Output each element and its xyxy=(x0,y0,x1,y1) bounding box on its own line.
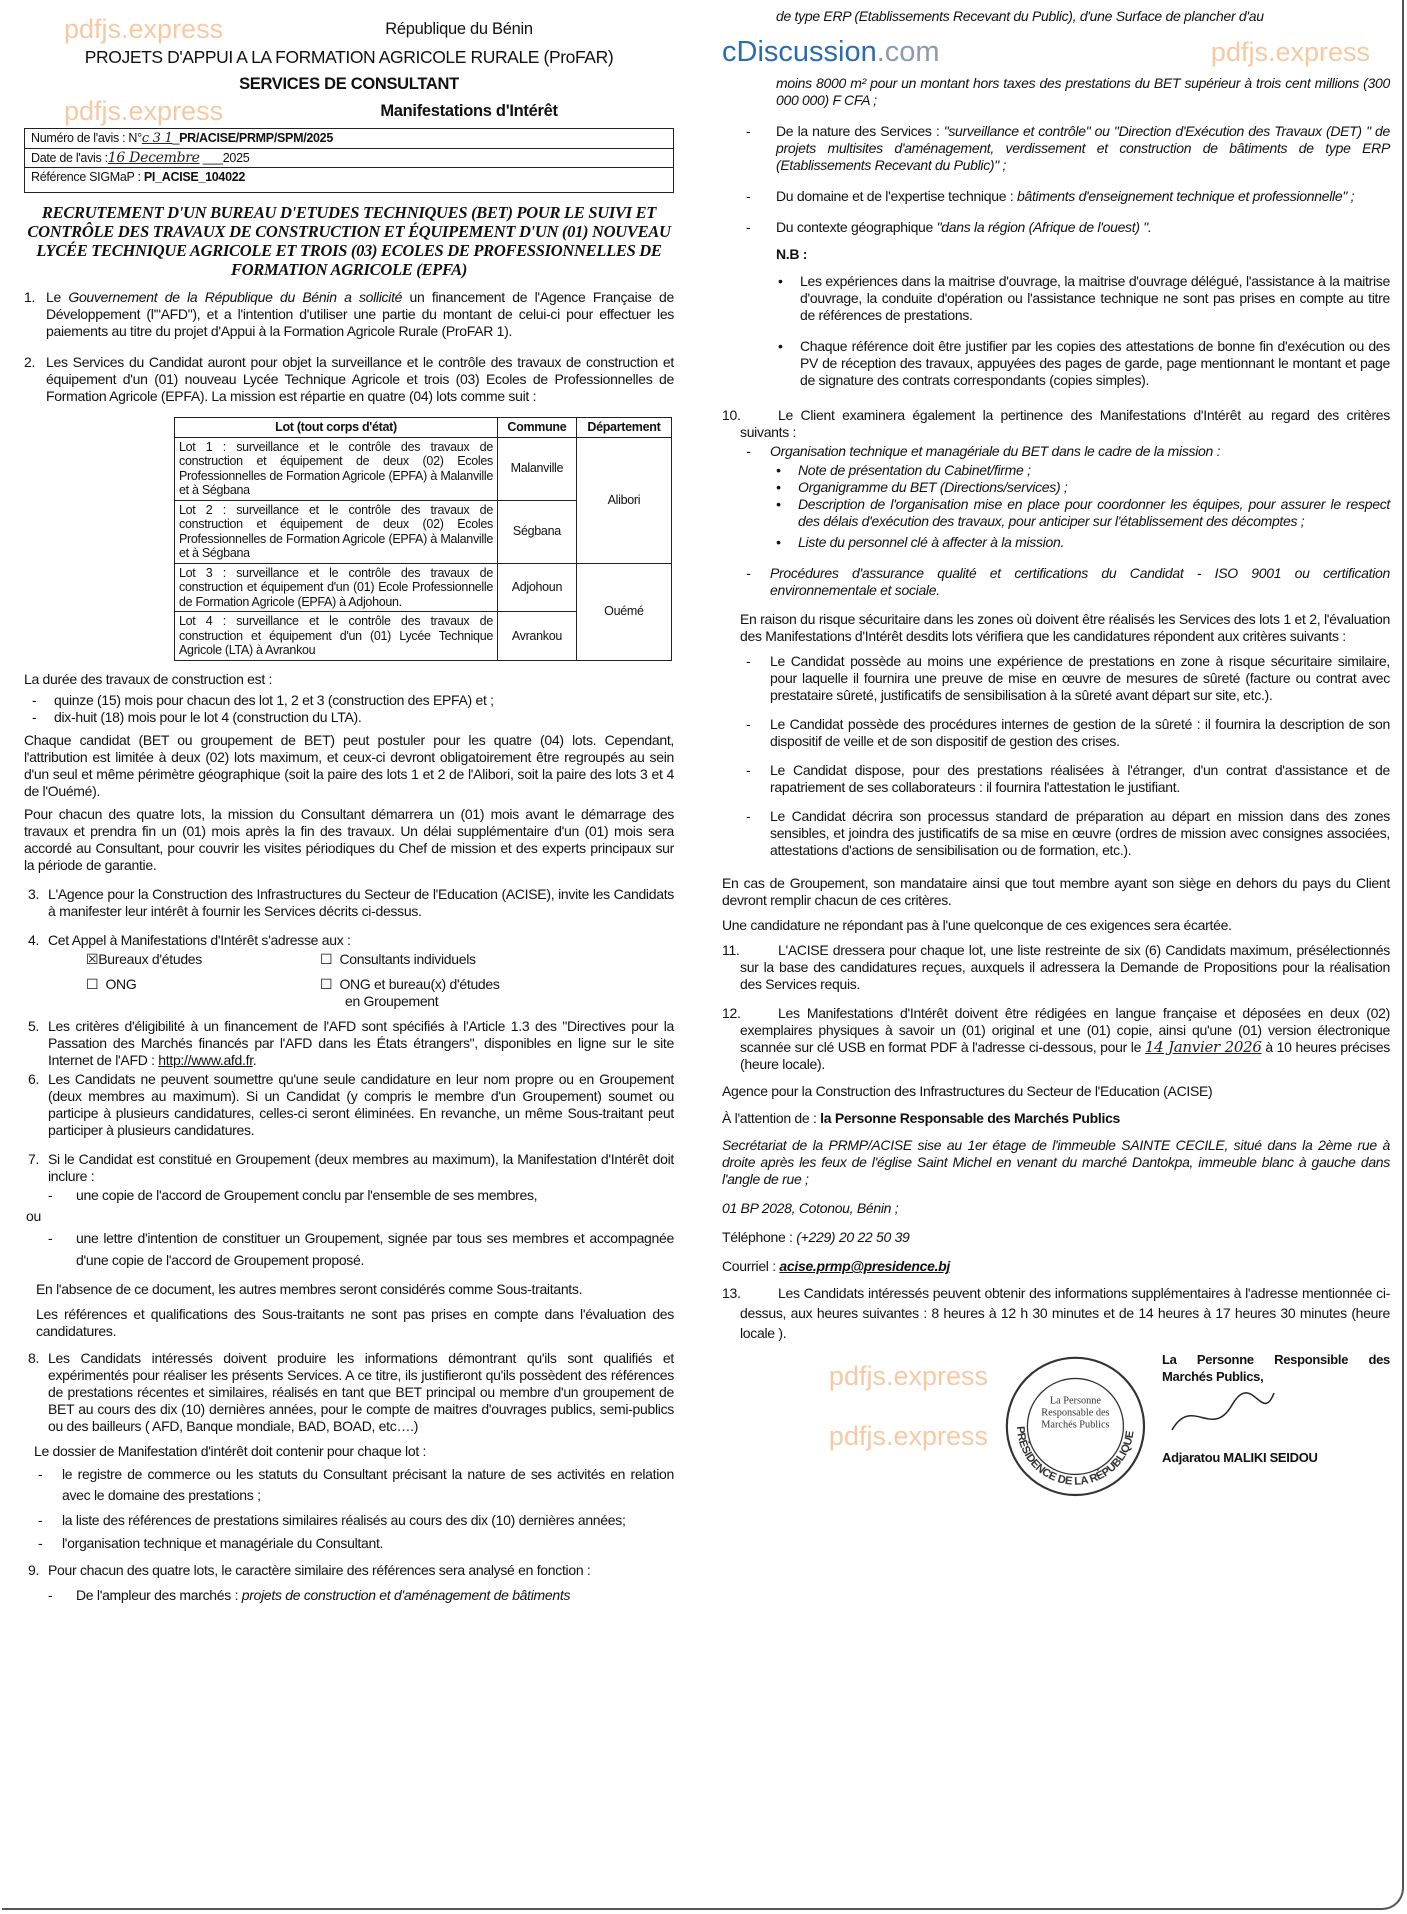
logo-tld: .com xyxy=(876,36,940,68)
paragraph-12: 12. Les Manifestations d'Intérêt doivent être rédigées en langue française et déposées en deux (02) exemplaires physiques à savoir un (01) original et une (01) copie, ainsi qu'une (01) version électronique scannée sur clé USB en format PDF à l'adresse ci-dessous, pour le 14 Janvier 2026 à 10 heures précises (heure locale). xyxy=(722,1005,1391,1072)
pdfjs-watermark: pdfjs.express xyxy=(1210,37,1370,67)
notice-sigmap-ref: Référence SIGMaP : PI_ACISE_104022 xyxy=(25,168,674,193)
checkbox-icon: ☐ xyxy=(320,950,333,967)
dossier-intro: Le dossier de Manifestation d'intérêt doit contenir pour chaque lot : xyxy=(34,1442,427,1459)
nature-services-item: - De la nature des Services : "surveillance et contrôle" ou "Direction d'Exécution des Travaux (DET) " de projets multisites d'aménagement, verdissement et construction de bâtiments de type ERP (Etablissements Recevant du Public)" ; xyxy=(746,123,1390,173)
pdfjs-watermark: pdfjs.express xyxy=(64,14,224,44)
notice-date: Date de l'avis :16 Decembre ___2025 xyxy=(25,149,674,168)
checkbox-icon: ☐ xyxy=(86,975,99,992)
checkbox-ong-bureaux-groupement[interactable]: ☐ ONG et bureau(x) d'études en Groupement xyxy=(320,975,500,1009)
groupement-item-2: - une lettre d'intention de constituer un Groupement, signée par tous ses membres et accompagnée d'une copie de l'accord de Groupement proposé. xyxy=(48,1229,674,1268)
document-title: RECRUTEMENT D'UN BUREAU D'ETUDES TECHNIQUES (BET) POUR LE SUIVI ET CONTRÔLE DES TRAVAUX DE CONSTRUCTION ET ÉQUIPEMENT D'UN (01) NOUVEAU LYCÉE TECHNIQUE AGRICOLE ET TROIS (03) ECOLES DE PROFESSIONNELLES DE FORMATION AGRICOLE (EPFA) xyxy=(27,203,671,279)
official-stamp: PRÉSIDENCE DE LA RÉPUBLIQUE La Personne Responsable des Marchés Publics xyxy=(1000,1351,1150,1501)
subcontractors-paragraph: Les références et qualifications des Sous-traitants ne sont pas prises en compte dans l'évaluation des candidatures. xyxy=(36,1305,674,1339)
paragraph-9: 9. Pour chacun des quatre lots, le caractère similaire des références sera analysé en fonction : xyxy=(28,1561,591,1578)
checkbox-bureaux-etudes[interactable]: ☒Bureaux d'études xyxy=(86,950,202,967)
doc-type-row xyxy=(24,96,674,126)
notice-number: Numéro de l'avis : N°c 3 1_PR/ACISE/PRMP/SPM/2025 xyxy=(25,129,674,149)
security-item: - Le Candidat possède au moins une expérience de prestations en zone à risque sécuritaire similaire, pour laquelle il fournira une preuve de mise en œuvre de mesures de sûreté (facture ou contrat avec prestataire sûreté, justificatifs de sensibilisation à la sûreté avant départ sur site, etc.). xyxy=(746,653,1390,703)
table-row: Lot 4 : surveillance et le contrôle des travaux de construction et équipement d'un (01) Lycée Technique Agricole (LTA) à Avrankou Avrankou xyxy=(175,612,672,661)
signatory-name: Adjaratou MALIKI SEIDOU xyxy=(1162,1450,1318,1465)
groupement-item-1: - une copie de l'accord de Groupement conclu par l'ensemble de ses membres, xyxy=(48,1186,538,1203)
security-item: - Le Candidat possède des procédures internes de gestion de la sûreté : il fournira la description de son dispositif de veille et de son dispositif de gestion des crises. xyxy=(746,716,1390,749)
paragraph-11: 11. L'ACISE dressera pour chaque lot, une liste restreinte de six (6) Candidats maximum, présélectionnés sur la base des candidatures reçues, auxquels il adressera la Demande de Propositions pour la réalisation des Services requis. xyxy=(722,942,1390,992)
or-text: ou xyxy=(26,1207,41,1224)
signature-text xyxy=(1162,1351,1390,1466)
services-heading: SERVICES DE CONSULTANT xyxy=(239,75,459,93)
header-department: Département xyxy=(576,418,671,438)
attention-line: À l'attention de : la Personne Responsable des Marchés Publics xyxy=(722,1110,1121,1126)
surface-amount-line: moins 8000 m² pour un montant hors taxes des prestations du BET supérieur à trois cent millions (300 000 000) F CFA ; xyxy=(776,75,1390,108)
pdfjs-watermark: pdfjs.express xyxy=(64,96,224,126)
context-item: - Du contexte géographique "dans la région (Afrique de l'ouest) ". xyxy=(746,219,1152,235)
country-heading: République du Bénin xyxy=(385,20,533,38)
nb-item: • Les expériences dans la maitrise d'ouvrage, la maitrise d'ouvrage délégué, l'assistance à la maitrise d'ouvrage, la conduite d'opération ou l'assistance technique ne sont pas prises en compte au titre de références de prestations. xyxy=(778,273,1390,323)
signature-block xyxy=(722,1351,1390,1501)
doc-type-heading: Manifestations d'Intérêt xyxy=(380,102,558,120)
signature-title: La Personne Responsible des Marchés Publics, xyxy=(1162,1352,1390,1384)
checkbox-checked-icon: ☒ xyxy=(86,950,99,967)
paragraph-2: 2. Les Services du Candidat auront pour objet la surveillance et le contrôle des travaux de construction et équipement d'un (01) nouveau Lycée Technique Agricole et trois (03) Ecoles de Professionnelles de Formation Agricole (EPFA). La mission est répartie en quatre (04) lots comme suit : xyxy=(24,354,674,404)
lots-table xyxy=(24,417,674,661)
paragraph-8: 8. Les Candidats intéressés doivent produire les informations démontrant qu'ils sont qualifiés et expérimentés pour réaliser les présents Services. A ce titre, ils justifieront qu'ils possèdent des références de prestations récentes et similaires, réalisés en tant que BET principal ou membre d'un groupement de BET au cours des dix (10) dernières années, pour le compte de maitres d'ouvrages publics, semi-publics ou des bailleurs ( AFD, Banque mondiale, BAD, BOAD, etc….) xyxy=(28,1349,674,1434)
quality-criteria: - Procédures d'assurance qualité et certifications du Candidat - ISO 9001 ou certification environnementale et sociale. xyxy=(746,565,1390,598)
continued-line: de type ERP (Etablissements Recevant du Public), d'une Surface de plancher d'au xyxy=(776,8,1264,24)
checkbox-consultants-individuels[interactable]: ☐ Consultants individuels xyxy=(320,950,476,967)
right-column xyxy=(722,8,1390,1501)
group-note: En cas de Groupement, son mandataire ainsi que tout membre ayant son siège en dehors du pays du Client devront remplir chacun de ces critères. xyxy=(722,875,1390,908)
signature-watermarks xyxy=(829,1351,988,1451)
phone-line: Téléphone : (+229) 20 22 50 39 xyxy=(722,1229,910,1245)
paragraph-3: 3. L'Agence pour la Construction des Infrastructures du Secteur de l'Education (ACISE), invite les Candidats à manifester leur intérêt à fournir les Services décrits ci-dessus. xyxy=(28,885,674,919)
project-heading: PROJETS D'APPUI A LA FORMATION AGRICOLE RURALE (ProFAR) xyxy=(84,47,614,67)
agency-name: Agence pour la Construction des Infrastructures du Secteur de l'Education (ACISE) xyxy=(722,1083,1213,1099)
email-line: Courriel : acise.prmp@presidence.bj xyxy=(722,1258,951,1274)
duration-intro: La durée des travaux de construction est : xyxy=(24,670,273,687)
absence-paragraph: En l'absence de ce document, les autres membres seront considérés comme Sous-traitants. xyxy=(36,1280,583,1297)
checkbox-icon: ☐ xyxy=(320,975,333,992)
nb-label: N.B : xyxy=(776,246,808,262)
security-item: - Le Candidat dispose, pour des prestations réalisées à l'étranger, d'un contrat d'assistance et de rapatriement de ses collaborateurs : il fournira l'attestation le justifiant. xyxy=(746,762,1390,795)
notice-info-table xyxy=(24,128,674,193)
afd-link[interactable]: http://www.afd.fr xyxy=(158,1051,253,1068)
paragraph-10: 10. Le Client examinera également la pertinence des Manifestations d'Intérêt au regard des critères suivants : xyxy=(722,407,1390,440)
pdfjs-watermark: pdfjs.express xyxy=(828,1421,988,1451)
domain-item: - Du domaine et de l'expertise technique : bâtiments d'enseignement technique et professionnelle" ; xyxy=(746,188,1355,204)
dossier-item: - l'organisation technique et managériale du Consultant. xyxy=(38,1534,384,1551)
org-criteria: - Organisation technique et managériale du BET dans le cadre de la mission : xyxy=(746,443,1221,459)
cdiscussion-logo xyxy=(722,35,940,69)
header-lot: Lot (tout corps d'état) xyxy=(175,418,498,438)
paragraph-1: 1. Le Gouvernement de la République du Bénin a sollicité un financement de l'Agence Française de Développement (l'"AFD"), et a l'intention d'utiliser une partie du montant de celui-ci pour effectuer les paiements au titre du projet d'Appui à la Formation Agricole Rurale (ProFAR 1). xyxy=(24,289,674,339)
svg-text:PRÉSIDENCE DE LA RÉPUBLIQUE: PRÉSIDENCE DE LA RÉPUBLIQUE xyxy=(1014,1425,1137,1488)
email-link[interactable]: acise.prmp@presidence.bj xyxy=(779,1258,951,1274)
similarity-item-scale: - De l'ampleur des marchés : projets de construction et d'aménagement de bâtiments xyxy=(48,1586,571,1603)
po-box: 01 BP 2028, Cotonou, Bénin ; xyxy=(722,1200,899,1216)
security-item: - Le Candidat décrira son processus standard de préparation au départ en mission dans des zones sensibles, et joindra des justificatifs de sa mise en œuvre (ordres de mission avec consignes associées, attestations d'actions de sensibilisation ou de formation, etc.). xyxy=(746,808,1390,858)
logo-main: cDiscussion xyxy=(722,36,877,68)
table-row: Lot 1 : surveillance et le contrôle des travaux de construction et équipement de deux (02) Ecoles Professionnelles de Formation Agricole (EPFA) à Malanville et à Ségbana Malanville Alibori xyxy=(175,437,672,500)
pdfjs-watermark: pdfjs.express xyxy=(828,1361,988,1391)
paragraph-5: 5. Les critères d'éligibilité à un financement de l'AFD sont spécifiés à l'Article 1.3 des "Directives pour la Passation des Marchés financés par l'AFD dans les États étrangers", disponibles en ligne sur le site Internet de l'AFD : http://www.afd.fr. xyxy=(28,1017,674,1068)
nb-item: • Chaque référence doit être justifier par les copies des attestations de bonne fin d'exécution ou des PV de réception des travaux, appuyées des pages de garde, page mentionnant le montant et page de signature des contrats correspondants (copies simples). xyxy=(778,338,1390,388)
paragraph-7: 7. Si le Candidat est constitué en Groupement (deux membres au maximum), la Manifestation d'Intérêt doit inclure : xyxy=(28,1150,674,1184)
audience-checkboxes xyxy=(24,951,674,1010)
left-column xyxy=(24,14,674,1604)
paragraph-6: 6. Les Candidats ne peuvent soumettre qu'une seule candidature en leur nom propre ou en Groupement (deux membres au maximum). Si un Candidat (y compris le membre d'un Groupement) soumet ou participe à plusieurs candidatures, celles-ci seront éliminées. En revanche, un même Sous-traitant peut participer à plusieurs candidatures. xyxy=(28,1070,674,1138)
security-intro: En raison du risque sécuritaire dans les zones où doivent être réalisés les Services des lots 1 et 2, l'évaluation des Manifestations d'Intérêt desdits lots vérifiera que les candidatures répondent aux critères suivants : xyxy=(740,611,1390,644)
header-commune: Commune xyxy=(498,418,577,438)
signature-scribble xyxy=(1162,1385,1282,1445)
rejection-note: Une candidature ne répondant pas à l'une quelconque de ces exigences sera écartée. xyxy=(722,917,1232,933)
org-criteria-list: • Note de présentation du Cabinet/firme ; • Organigramme du BET (Directions/services) ; • Description de l'organisation mise en place pour coordonner les équipes, pour assurer le respect des délais d'exécution des travaux, pour anticiper sur l'établissement des décomptes ; • Liste du personnel clé à affecter à la mission. xyxy=(776,462,1390,550)
deadline-handwritten: 14 Janvier 2026 xyxy=(1144,1038,1262,1056)
duration-list: - quinze (15) mois pour chacun des lot 1, 2 et 3 (construction des EPFA) et ; - dix-huit (18) mois pour le lot 4 (construction du LTA). xyxy=(32,691,494,725)
candidates-paragraph: Chaque candidat (BET ou groupement de BET) peut postuler pour les quatre (04) lots. Cependant, l'attribution est limitée à deux (02) lots maximum, et ceux-ci devront obligatoirement être regroupés au sein d'un seul et même périmètre géographique (soit la paire des lots 1 et 2 de l'Alibori, soit la paire des lots 3 et 4 de l'Ouémé). xyxy=(24,731,674,799)
mission-start-paragraph: Pour chacun des quatre lots, la mission du Consultant démarrera un (01) mois avant le démarrage des travaux et prendra fin un (01) mois après la fin des travaux. Un délai supplémentaire d'un (01) mois sera accordé au Consultant, pour couvrir les visites périodiques du Chef de mission et des experts principaux sur la période de garantie. xyxy=(24,805,674,873)
country-row xyxy=(24,14,674,44)
table-row: Lot 3 : surveillance et le contrôle des travaux de construction et équipement d'un (01) Ecole Professionnelle de Formation Agricole (EPFA) à Adjohoun. Adjohoun Ouémé xyxy=(175,563,672,612)
table-row: Lot 2 : surveillance et le contrôle des travaux de construction et équipement de deux (02) Ecoles Professionnelles de Formation Agricole (EPFA) à Malanville et à Ségbana Ségbana xyxy=(175,500,672,563)
logo-row xyxy=(722,35,1390,69)
dossier-item: - la liste des références de prestations similaires réalisés au cours des dix (10) dernières années; xyxy=(38,1511,626,1528)
paragraph-13: 13. Les Candidats intéressés peuvent obtenir des informations supplémentaires à l'adresse mentionnée ci-dessus, aux heures suivantes : 8 heures à 12 h 30 minutes et de 14 heures à 17 heures 30 minutes (heure locale ). xyxy=(722,1285,1390,1341)
dossier-item: - le registre de commerce ou les statuts du Consultant précisant la nature de ses activités en relation avec le domaine des prestations ; xyxy=(38,1465,674,1503)
checkbox-ong[interactable]: ☐ ONG xyxy=(86,975,137,992)
paragraph-4: 4. Cet Appel à Manifestations d'Intérêt s'adresse aux : xyxy=(28,931,351,948)
secretariat-address: Secrétariat de la PRMP/ACISE sise au 1er étage de l'immeuble SAINTE CECILE, situé dans la 2ème rue à droite après les feux de l'église Saint Michel en venant du marché Dantokpa, immeuble blanc à gauche dans l'angle de rue ; xyxy=(722,1137,1390,1187)
